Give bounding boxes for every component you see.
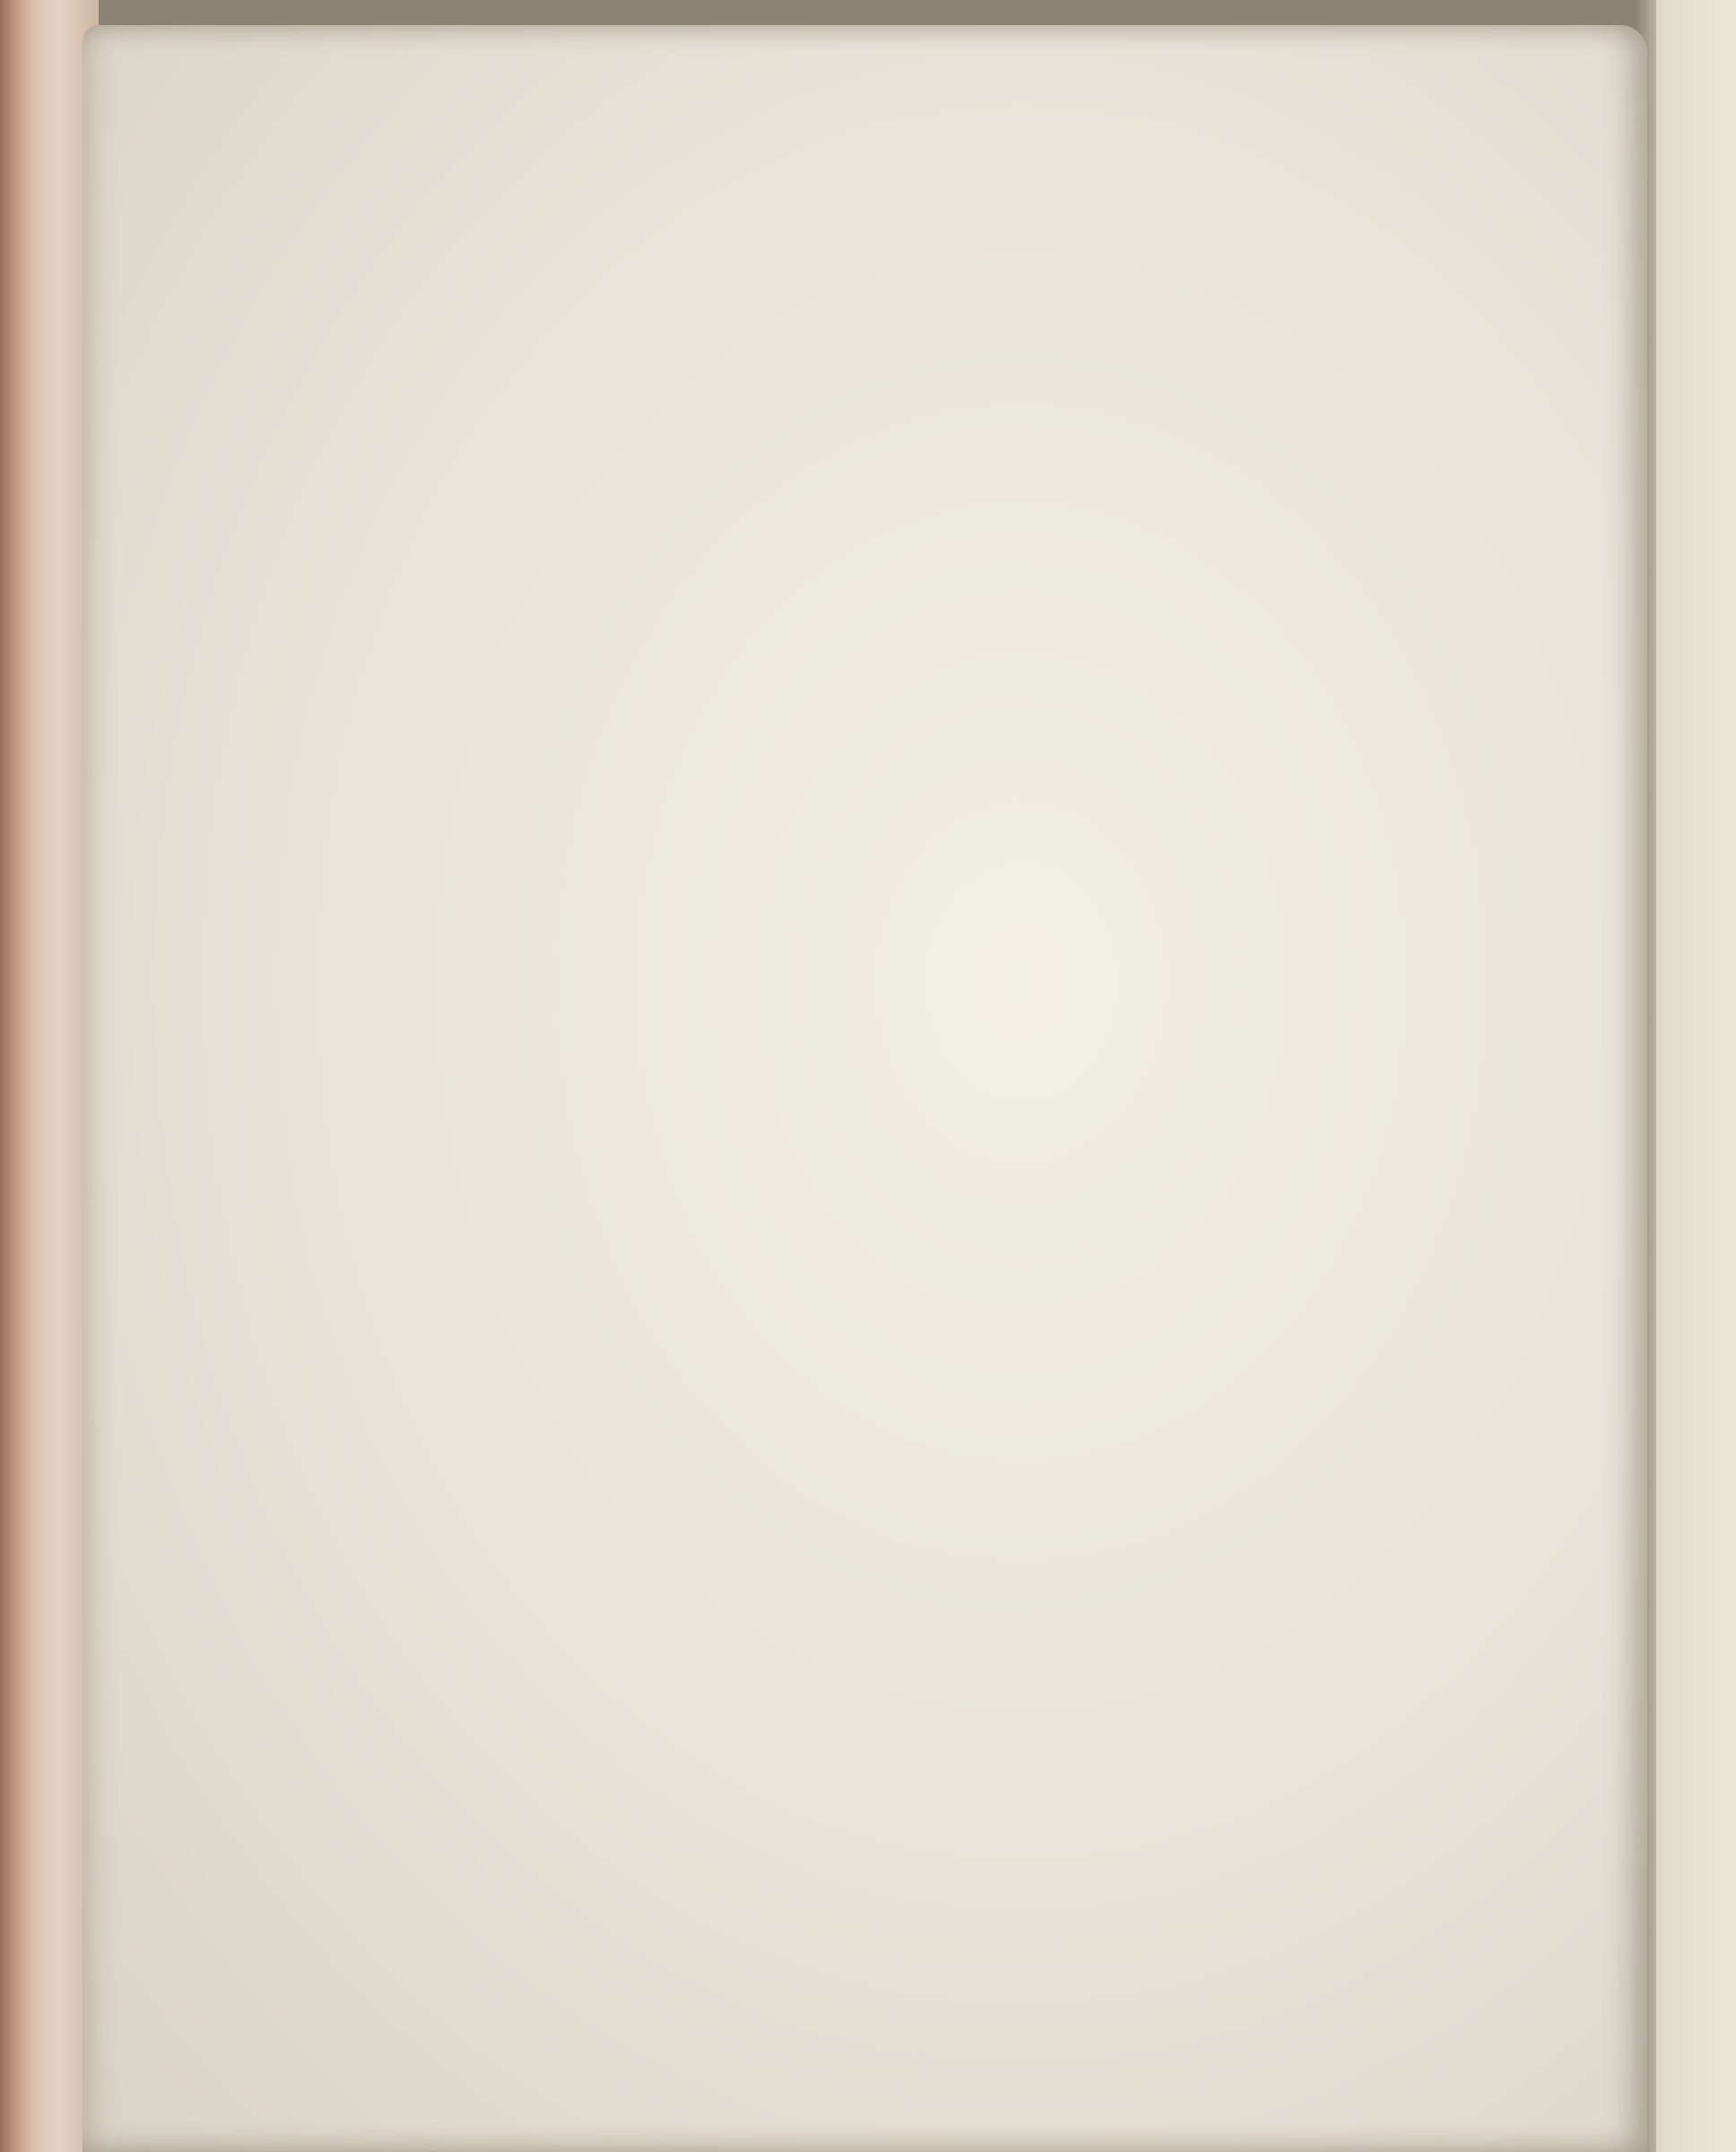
book-cover-edge <box>0 0 30 2152</box>
right-adjacent-page <box>1636 0 1736 2152</box>
book-page <box>82 25 1647 2152</box>
stage-direction-heading <box>82 1827 1647 1877</box>
